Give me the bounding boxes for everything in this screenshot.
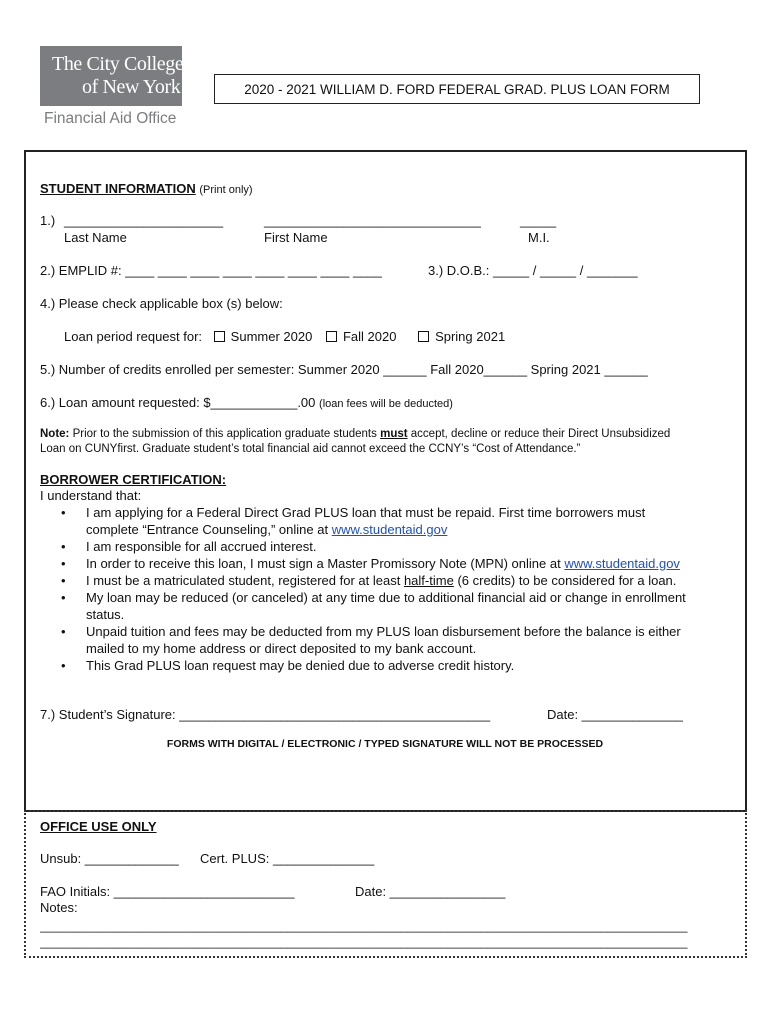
mi-label: M.I. — [528, 230, 550, 245]
loan-period-label: Loan period request for: — [64, 329, 203, 344]
fall-label: Fall 2020 — [342, 329, 397, 344]
summer-label: Summer 2020 — [230, 329, 313, 344]
cert-item-5-line-2: status. — [86, 607, 125, 622]
cert-item-1-line-1: I am applying for a Federal Direct Grad PLUS loan that must be repaid. First time borrowers must — [86, 505, 646, 520]
cert-item-2: I am responsible for all accrued interest. — [86, 539, 317, 554]
loan-amount-field[interactable]: 6.) Loan amount requested: $____________.00 — [40, 395, 316, 410]
cert-item-6-line-1: Unpaid tuition and fees may be deducted from my PLUS loan disbursement before the balance is either — [86, 624, 681, 639]
cert-item-4-text-b: (6 credits) to be considered for a loan. — [457, 573, 677, 588]
fao-initials-field[interactable]: FAO Initials: _________________________ — [40, 884, 295, 899]
dob-field[interactable]: 3.) D.O.B.: _____ / _____ / _______ — [428, 263, 638, 278]
office-date-field[interactable]: Date: ________________ — [355, 884, 506, 899]
bullet-4: • — [61, 573, 66, 588]
notes-line-2[interactable]: _________________________________________________________________________________________________ — [40, 935, 688, 949]
q1-number: 1.) — [40, 213, 56, 228]
certification-heading: BORROWER CERTIFICATION: — [40, 472, 227, 487]
cert-item-1-text: complete “Entrance Counseling,” online at — [86, 522, 329, 537]
bullet-3: • — [61, 556, 66, 571]
cert-item-4-text-a: I must be a matriculated student, registered for at least — [86, 573, 401, 588]
loan-period-row — [64, 329, 505, 345]
student-info-heading — [40, 181, 253, 198]
summer-checkbox[interactable] — [214, 331, 225, 342]
spring-label: Spring 2021 — [435, 329, 506, 344]
note-label: Note: — [40, 428, 70, 440]
spring-checkbox[interactable] — [418, 331, 429, 342]
note-must: must — [380, 428, 408, 440]
bullet-7: • — [61, 658, 66, 673]
signature-warning: FORMS WITH DIGITAL / ELECTRONIC / TYPED SIGNATURE WILL NOT BE PROCESSED — [166, 738, 604, 750]
cert-plus-field[interactable]: Cert. PLUS: ______________ — [200, 851, 375, 866]
note-text-a: Prior to the submission of this application graduate students — [72, 428, 377, 440]
notes-line-1[interactable]: _________________________________________________________________________________________________ — [40, 919, 688, 933]
q4-instruction: 4.) Please check applicable box (s) below: — [40, 296, 283, 311]
cert-item-5-line-1: My loan may be reduced (or canceled) at any time due to additional financial aid or change in enrollment — [86, 590, 686, 605]
unsub-field[interactable]: Unsub: _____________ — [40, 851, 179, 866]
loan-fee-note: (loan fees will be deducted) — [319, 398, 453, 410]
cert-item-7: This Grad PLUS loan request may be denied due to adverse credit history. — [86, 658, 515, 673]
student-signature-field[interactable]: 7.) Student’s Signature: ___________________________________________ — [40, 707, 491, 722]
cert-item-1-line-2 — [86, 522, 447, 538]
cert-item-4 — [86, 573, 676, 589]
signature-date-field[interactable]: Date: ______________ — [547, 707, 683, 722]
logo-subtitle: Financial Aid Office — [44, 110, 177, 127]
mi-field[interactable]: _____ — [520, 213, 557, 228]
certification-intro: I understand that: — [40, 488, 142, 503]
logo-line-1: The City College — [52, 53, 184, 75]
student-info-title: STUDENT INFORMATION — [40, 181, 196, 196]
first-name-label: First Name — [264, 230, 328, 245]
cert-item-4-halftime: half-time — [403, 573, 454, 588]
first-name-field[interactable]: ______________________________ — [264, 213, 481, 228]
bullet-1: • — [61, 505, 66, 520]
cert-item-6-line-2: mailed to my home address or direct deposited to my bank account. — [86, 641, 477, 656]
bullet-5: • — [61, 590, 66, 605]
print-only-note: (Print only) — [199, 184, 253, 196]
note-line-1 — [40, 427, 670, 442]
bullet-2: • — [61, 539, 66, 554]
credits-field[interactable]: 5.) Number of credits enrolled per semester: Summer 2020 ______ Fall 2020______ Spring 2021 ______ — [40, 362, 648, 377]
last-name-label: Last Name — [64, 230, 127, 245]
notes-label: Notes: — [40, 900, 78, 915]
note-text-b: accept, decline or reduce their Direct Unsubsidized — [410, 428, 671, 440]
form-title: 2020 - 2021 WILLIAM D. FORD FEDERAL GRAD. PLUS LOAN FORM — [214, 74, 700, 104]
fall-checkbox[interactable] — [326, 331, 337, 342]
bullet-6: • — [61, 624, 66, 639]
studentaid-link-1[interactable]: www.studentaid.gov — [331, 522, 448, 537]
note-line-2: Loan on CUNYfirst. Graduate student’s total financial aid cannot exceed the CCNY’s “Cost of Attendance.” — [40, 443, 581, 455]
cert-item-3 — [86, 556, 680, 572]
loan-amount-row — [40, 395, 453, 412]
emplid-field[interactable]: 2.) EMPLID #: ____ ____ ____ ____ ____ ____ ____ ____ — [40, 263, 382, 278]
college-logo — [40, 46, 182, 106]
office-use-heading: OFFICE USE ONLY — [40, 819, 157, 834]
cert-item-3-text: In order to receive this loan, I must sign a Master Promissory Note (MPN) online at — [86, 556, 561, 571]
last-name-field[interactable]: ______________________ — [64, 213, 224, 228]
logo-line-2: of New York — [82, 76, 181, 98]
studentaid-link-2[interactable]: www.studentaid.gov — [564, 556, 680, 571]
